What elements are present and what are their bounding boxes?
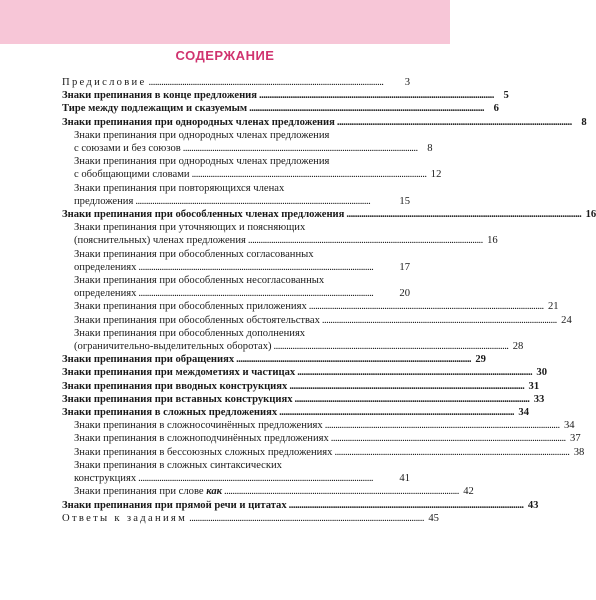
toc-entry-title: конструкциях bbox=[74, 473, 137, 485]
toc-page-number: 28 bbox=[512, 341, 524, 353]
toc-entry[interactable] bbox=[62, 76, 410, 89]
dot-leader bbox=[136, 287, 396, 300]
dot-leader bbox=[332, 446, 570, 459]
toc-page-number: 37 bbox=[570, 433, 581, 445]
toc-page-number: 8 bbox=[427, 143, 433, 155]
toc-entry-title: Знаки препинания при вводных конструкциях bbox=[62, 380, 288, 392]
toc-entry-title: Тире между подлежащим и сказуемым bbox=[62, 103, 248, 115]
toc-entry[interactable] bbox=[62, 89, 509, 102]
dot-leader bbox=[136, 261, 396, 274]
toc-entry[interactable] bbox=[62, 366, 547, 379]
dot-leader bbox=[190, 168, 428, 181]
dot-leader bbox=[277, 406, 515, 419]
dot-leader bbox=[293, 393, 531, 406]
toc-page-number: 38 bbox=[573, 446, 585, 458]
toc-page-number: 31 bbox=[528, 380, 540, 392]
toc-entry-title: Знаки препинания в сложноподчинённых предложениях bbox=[74, 433, 329, 445]
toc-page-number: 6 bbox=[493, 103, 499, 115]
toc-entry[interactable] bbox=[62, 221, 498, 247]
toc-entry-title: с союзами и без союзов bbox=[74, 143, 181, 155]
toc-page-number: 30 bbox=[536, 367, 547, 379]
toc-entry[interactable] bbox=[62, 380, 540, 393]
toc-entry[interactable] bbox=[62, 485, 474, 498]
toc-page-number: 41 bbox=[399, 473, 410, 485]
toc-entry-title: Знаки препинания при прямой речи и цитатах bbox=[62, 499, 287, 511]
toc-entry-title-line: Знаки препинания при уточняющих и поясняющих bbox=[74, 222, 306, 234]
toc-entry[interactable] bbox=[62, 406, 529, 419]
toc-entry-title: с обобщающими словами bbox=[74, 169, 190, 181]
dot-leader bbox=[257, 89, 495, 102]
dot-leader bbox=[307, 300, 545, 313]
dot-leader bbox=[187, 512, 425, 525]
toc-entry[interactable] bbox=[62, 182, 410, 208]
toc-page-number: 16 bbox=[487, 235, 498, 247]
toc-page-number: 45 bbox=[428, 512, 439, 524]
toc-page-number: 15 bbox=[399, 195, 410, 207]
toc-entry[interactable] bbox=[62, 102, 499, 115]
toc-entry-title-line: Знаки препинания при однородных членах предложения bbox=[74, 129, 330, 141]
toc-entry-title: Знаки препинания при обособленных приложениях bbox=[74, 301, 307, 313]
dot-leader bbox=[287, 499, 525, 512]
dot-leader bbox=[323, 419, 561, 432]
toc-entry-title: Знаки препинания в конце предложения bbox=[62, 90, 258, 102]
toc-entry-title: (пояснительных) членах предложения bbox=[74, 235, 246, 247]
dot-leader bbox=[272, 340, 510, 353]
toc-entry-title: Знаки препинания при однородных членах предложения bbox=[62, 116, 335, 128]
toc-entry-title: Знаки препинания при вставных конструкциях bbox=[62, 393, 293, 405]
toc-entry-title-line: Знаки препинания при обособленных дополнениях bbox=[74, 327, 306, 339]
toc-page-number: 34 bbox=[518, 407, 529, 419]
header-band bbox=[0, 0, 450, 44]
toc-entry[interactable] bbox=[62, 446, 585, 459]
toc-page-number: 21 bbox=[548, 301, 559, 313]
toc-page-number: 3 bbox=[404, 77, 410, 88]
dot-leader bbox=[247, 102, 485, 115]
dot-leader bbox=[147, 76, 396, 89]
toc-entry-title: Знаки препинания в сложных предложениях bbox=[62, 407, 278, 419]
toc-entry-title-line: Знаки препинания при обособленных несогласованных bbox=[74, 275, 325, 287]
toc-entry[interactable] bbox=[62, 208, 596, 221]
toc-entry[interactable] bbox=[62, 512, 439, 525]
toc-entry[interactable] bbox=[62, 327, 524, 353]
toc-entry-title: определениях bbox=[74, 288, 137, 300]
toc-entry-title: Знаки препинания в сложносочинённых предложениях bbox=[74, 420, 323, 432]
dot-leader bbox=[133, 195, 396, 208]
toc-page-number: 12 bbox=[430, 169, 442, 181]
toc-page-number: 43 bbox=[527, 499, 539, 511]
toc-entry-keyword: как bbox=[203, 486, 223, 498]
toc-entry-title: Знаки препинания при обособленных членах предложения bbox=[62, 209, 345, 221]
dot-leader bbox=[295, 366, 533, 379]
toc-entry[interactable] bbox=[62, 393, 545, 406]
toc-entry-title: определениях bbox=[74, 261, 137, 273]
toc-entry[interactable] bbox=[62, 499, 539, 512]
toc-entry-title: Предисловие bbox=[62, 77, 147, 88]
dot-leader bbox=[287, 380, 525, 393]
toc-entry-title: Знаки препинания при обособленных обстоятельствах bbox=[74, 314, 320, 326]
toc-entry-title: Знаки препинания при слове bbox=[74, 486, 204, 498]
toc-page-number: 29 bbox=[475, 354, 486, 366]
dot-leader bbox=[335, 116, 573, 129]
toc-entry-title-line: Знаки препинания при повторяющихся членах bbox=[74, 182, 285, 194]
toc-page-number: 20 bbox=[399, 288, 410, 300]
dot-leader bbox=[222, 485, 460, 498]
toc-entry[interactable] bbox=[62, 129, 433, 155]
toc-entry-title: предложения bbox=[74, 195, 134, 207]
toc-entry-title-line: Знаки препинания при однородных членах предложения bbox=[74, 156, 330, 168]
toc-page-number: 42 bbox=[463, 486, 474, 498]
toc-entry-title: Ответы к заданиям bbox=[62, 512, 188, 524]
toc-page-number: 33 bbox=[533, 393, 545, 405]
toc-page-number: 5 bbox=[503, 90, 509, 102]
dot-leader bbox=[344, 208, 582, 221]
toc-page-number: 24 bbox=[561, 314, 572, 326]
toc-page-number: 8 bbox=[581, 116, 587, 128]
toc-page-number: 17 bbox=[399, 261, 410, 273]
table-of-contents bbox=[62, 76, 596, 525]
toc-entry[interactable] bbox=[62, 419, 575, 432]
toc-entry[interactable] bbox=[62, 274, 410, 300]
toc-entry[interactable] bbox=[62, 432, 581, 445]
toc-entry[interactable] bbox=[62, 116, 587, 129]
toc-page-number: 16 bbox=[585, 209, 596, 221]
toc-entry[interactable] bbox=[62, 459, 410, 485]
dot-leader bbox=[329, 432, 567, 445]
toc-entry[interactable] bbox=[62, 300, 559, 313]
dot-leader bbox=[234, 353, 472, 366]
dot-leader bbox=[246, 234, 484, 247]
toc-page-number: 34 bbox=[563, 420, 575, 432]
page-title: СОДЕРЖАНИЕ bbox=[175, 48, 275, 63]
toc-entry-title: Знаки препинания при обращениях bbox=[62, 354, 235, 366]
toc-entry-title: Знаки препинания в бессоюзных сложных предложениях bbox=[74, 446, 333, 458]
toc-entry[interactable] bbox=[62, 314, 572, 327]
dot-leader bbox=[181, 142, 419, 155]
toc-entry-title: (ограничительно-выделительных оборотах) bbox=[74, 341, 272, 353]
toc-entry[interactable] bbox=[62, 155, 442, 181]
toc-entry-title-line: Знаки препинания при обособленных согласованных bbox=[74, 248, 314, 260]
toc-entry-title-line: Знаки препинания в сложных синтаксических bbox=[74, 459, 282, 471]
toc-entry[interactable] bbox=[62, 248, 410, 274]
dot-leader bbox=[136, 472, 396, 485]
toc-entry-title: Знаки препинания при междометиях и частицах bbox=[62, 367, 296, 379]
toc-entry[interactable] bbox=[62, 353, 486, 366]
dot-leader bbox=[320, 314, 558, 327]
